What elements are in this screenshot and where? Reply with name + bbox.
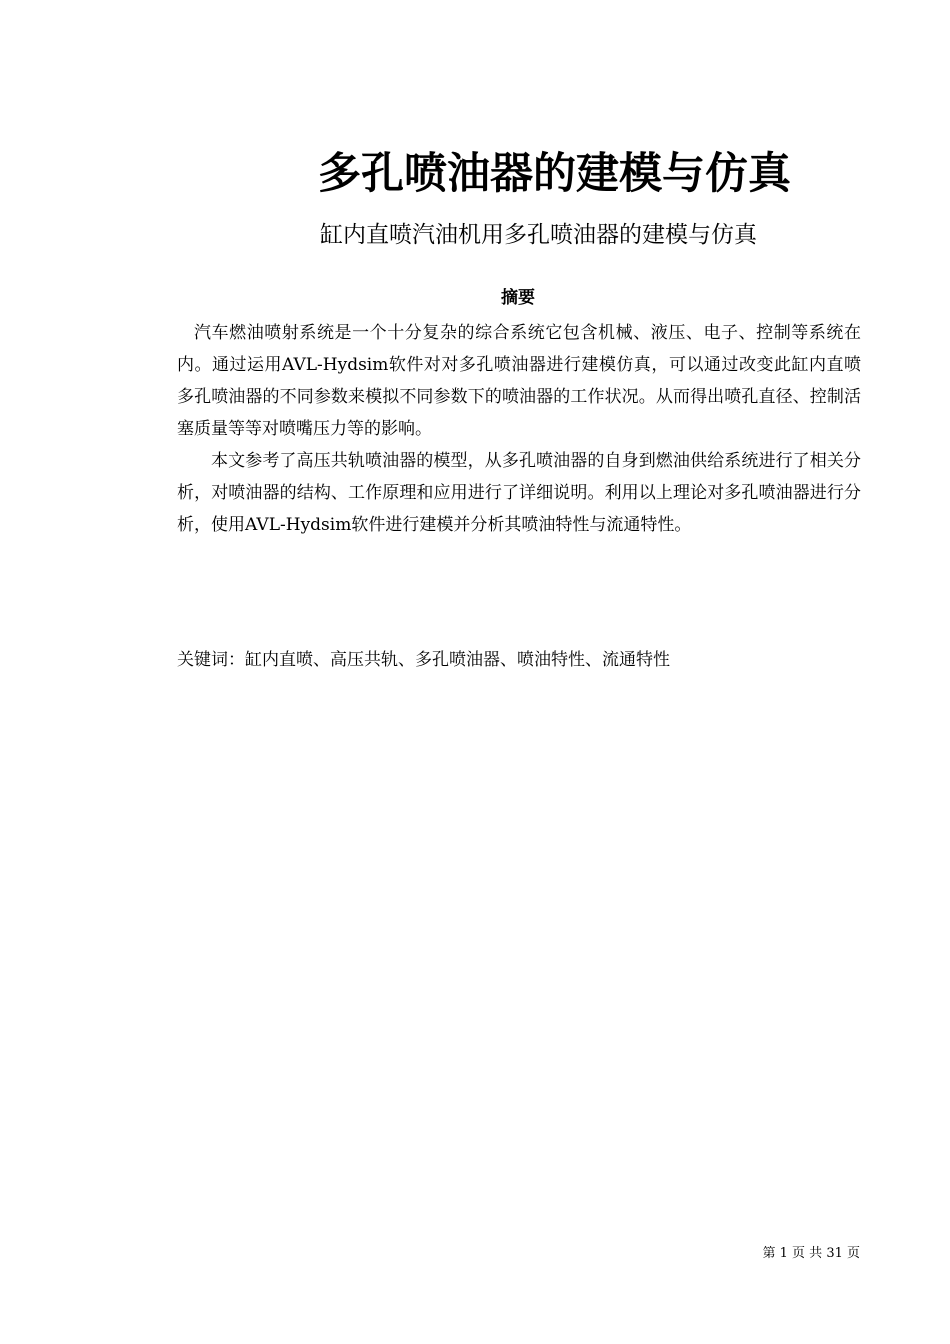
keywords-label: 关键词： — [177, 650, 245, 670]
abstract-heading: 摘要 — [501, 288, 535, 308]
keywords-line — [177, 646, 861, 674]
page-number: 第 1 页 共 31 页 — [762, 1246, 860, 1261]
keywords-text: 缸内直喷、高压共轨、多孔喷油器、喷油特性、流通特性 — [245, 650, 670, 670]
abstract-body — [177, 317, 861, 541]
document-title: 多孔喷油器的建模与仿真 — [318, 149, 791, 199]
abstract-paragraph-2: 本文参考了高压共轨喷油器的模型，从多孔喷油器的自身到燃油供给系统进行了相关分析，对喷油器的结构、工作原理和应用进行了详细说明。利用以上理论对多孔喷油器进行分析，使用AVL-Hydsim软件进行建模并分析其喷油特性与流通特性。 — [177, 451, 861, 535]
abstract-paragraph-1: 汽车燃油喷射系统是一个十分复杂的综合系统它包含机械、液压、电子、控制等系统在内。通过运用AVL-Hydsim软件对对多孔喷油器进行建模仿真，可以通过改变此缸内直喷多孔喷油器的不同参数来模拟不同参数下的喷油器的工作状况。从而得出喷孔直径、控制活塞质量等等对喷嘴压力等的影响。 — [177, 323, 861, 439]
document-subtitle: 缸内直喷汽油机用多孔喷油器的建模与仿真 — [320, 222, 757, 248]
